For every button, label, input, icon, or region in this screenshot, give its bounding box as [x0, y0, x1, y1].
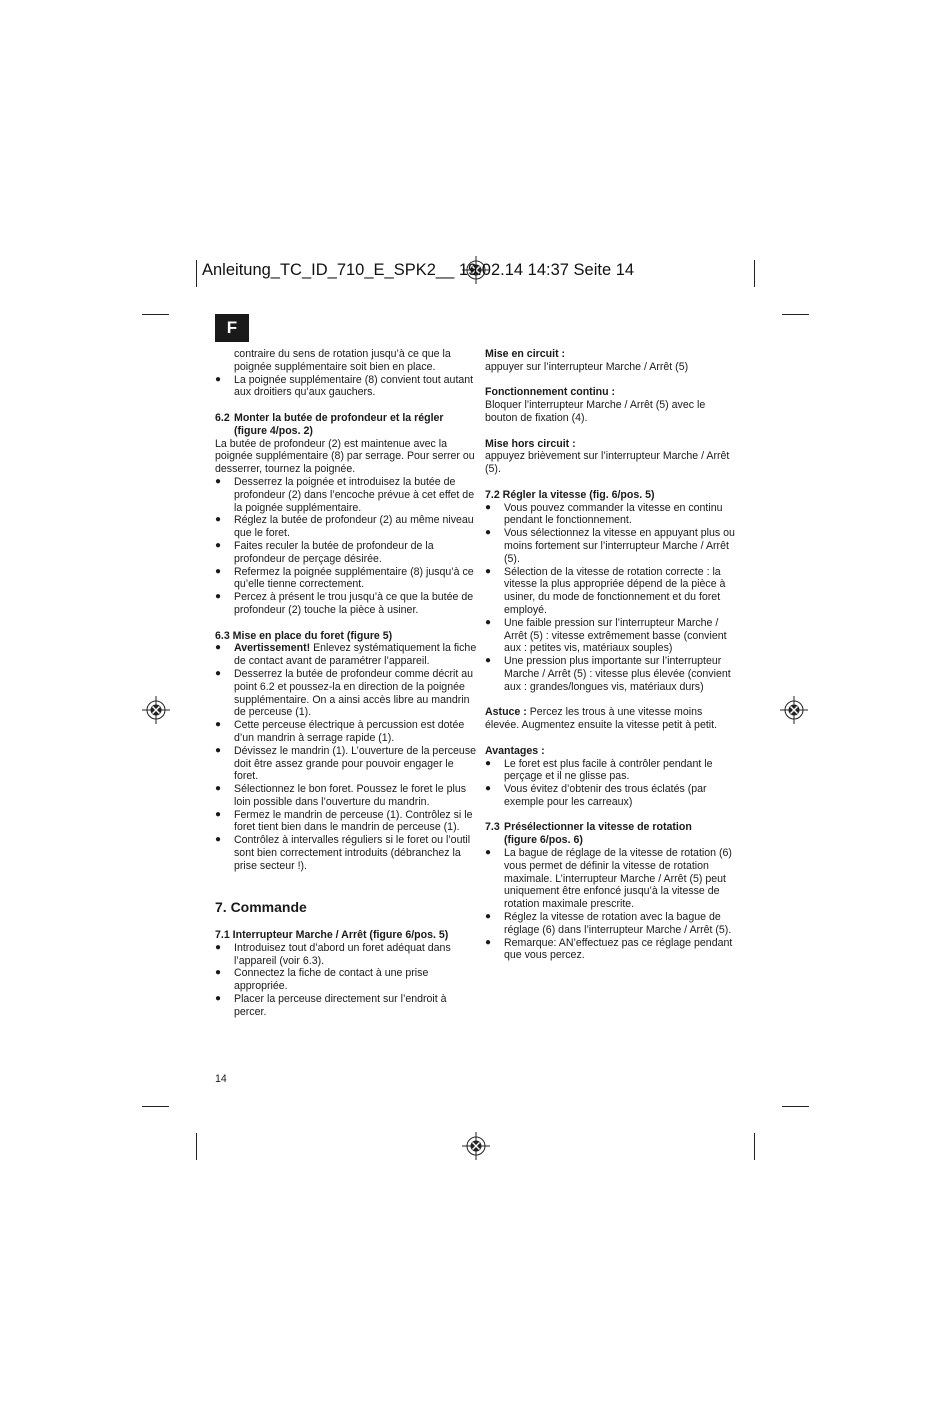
list-item: ● Une pression plus importante sur l’interrupteur Marche / Arrêt (5) : vitesse plus élevée (convient aux : grandes/longues vis, matériaux durs) [485, 655, 731, 693]
bullet-icon: ● [215, 667, 222, 679]
bullet-icon: ● [215, 783, 222, 795]
list-item: ● Vous évitez d’obtenir des trous éclatés (par exemple pour les carreaux) [485, 783, 707, 808]
list-item: ● Le foret est plus facile à contrôler pendant le perçage et il ne glisse pas. [485, 757, 713, 783]
section-6-2-bullet-list [215, 476, 477, 617]
list-item: ● Contrôlez à intervalles réguliers si le foret ou l’outil sont bien correctement introduits (débranchez la prise secteur !). [215, 834, 471, 872]
section-6-2-heading: 6.2 Monter la butée de profondeur et la régler [215, 411, 444, 424]
page-number: 14 [215, 1073, 227, 1085]
list-item: ● La bague de réglage de la vitesse de rotation (6) vous permet de définir la vitesse de rotation maximale. L’interrupteur Marche / Arrêt (5) peut uniquement être enfoncé jusqu’à la vitesse de rotation maximale prescrite. [485, 847, 732, 911]
list-item: ● Remarque: AN’effectuez pas ce réglage pendant que vous percez. [485, 936, 733, 962]
list-item: ● Dévissez le mandrin (1). L’ouverture de la perceuse doit être assez grande pour pouvoir engager le foret. [215, 744, 477, 783]
bullet-icon: ● [215, 719, 222, 731]
bullet-icon: ● [485, 783, 492, 795]
bullet-icon: ● [215, 834, 222, 846]
left-column [215, 348, 477, 1019]
crop-mark-top-left-horizontal [142, 314, 169, 315]
mise-en-circuit-heading: Mise en circuit : [485, 348, 566, 360]
mise-hors-circuit-text: appuyez brièvement sur l’interrupteur Marche / Arrêt (5). [485, 450, 730, 476]
section-7-heading: 7. Commande [215, 899, 307, 916]
bullet-icon: ● [485, 501, 492, 513]
section-7-3-heading: 7.3 Présélectionner la vitesse de rotation [485, 821, 692, 834]
list-item: ● Desserrez la poignée et introduisez la butée de profondeur (2) dans l’encoche prévue à cet effet de la poignée supplémentaire. [215, 475, 475, 514]
bullet-icon: ● [215, 591, 222, 603]
section-7-3-bullet-list [485, 847, 737, 962]
list-item: ● La poignée supplémentaire (8) convient tout autant aux droitiers qu’aux gauchers. [215, 373, 474, 399]
crop-mark-bottom-right-horizontal [782, 1106, 809, 1107]
bullet-icon: ● [215, 744, 222, 756]
list-item: ● Une faible pression sur l’interrupteur Marche / Arrêt (5) : vitesse extrêmement basse (convient aux : petites vis, matériaux souples) [485, 616, 727, 655]
list-item: ● Connectez la fiche de contact à une prise appropriée. [215, 967, 429, 993]
list-item: ● Placer la perceuse directement sur l’endroit à percer. [215, 993, 447, 1018]
bullet-icon: ● [215, 808, 222, 820]
section-6-2-heading-line-2: (figure 4/pos. 2) [234, 424, 313, 437]
astuce-paragraph: Astuce : Percez les trous à une vitesse moins élevée. Augmentez ensuite la vitesse petit à petit. [485, 706, 718, 732]
registration-mark-left-icon [142, 696, 170, 724]
bullet-icon: ● [215, 514, 222, 526]
bullet-icon: ● [215, 967, 222, 979]
bullet-icon: ● [485, 936, 492, 948]
crop-mark-top-left-vertical [196, 260, 197, 287]
section-6-2-paragraph: La butée de profondeur (2) est maintenue avec la poignée supplémentaire (8) par serrage. Pour serrer ou desserrer, tournez la poignée. [215, 437, 475, 476]
crop-mark-bottom-left-vertical [196, 1133, 197, 1160]
mise-en-circuit-text: appuyer sur l’interrupteur Marche / Arrêt (5) [485, 360, 689, 373]
list-item: ● Percez à présent le trou jusqu’à ce que la butée de profondeur (2) touche la pièce à usiner. [215, 591, 474, 616]
list-item: ● Vous pouvez commander la vitesse en continu pendant le fonctionnement. [485, 501, 723, 527]
mise-hors-circuit-heading: Mise hors circuit : [485, 437, 576, 450]
bullet-icon: ● [485, 616, 492, 628]
list-item-warning: ● Avertissement! Enlevez systématiquement la fiche de contact avant de paramétrer l’appareil. [215, 642, 477, 668]
list-item: ● Réglez la butée de profondeur (2) au même niveau que le foret. [215, 514, 474, 540]
crop-mark-bottom-right-vertical [754, 1133, 755, 1160]
list-item: ● Faites reculer la butée de profondeur de la profondeur de perçage désirée. [215, 539, 434, 565]
section-7-3-heading-line-2: (figure 6/pos. 6) [504, 834, 583, 847]
list-item: ● Desserrez la butée de profondeur comme décrit au point 6.2 et poussez-la en direction de la poignée supplémentaire. On a ainsi accès libre au mandrin de perceuse (1). [215, 667, 474, 719]
intro-continuation-line-1: contraire du sens de rotation jusqu’à ce que la [234, 348, 451, 360]
print-header-title: Anleitung_TC_ID_710_E_SPK2__ 19.02.14 14:37 Seite 14 [202, 261, 635, 279]
list-item: ● Introduisez tout d’abord un foret adéquat dans l’appareil (voir 6.3). [215, 941, 451, 967]
avantages-bullet-list [485, 758, 737, 809]
bullet-icon: ● [485, 565, 492, 577]
bullet-icon: ● [485, 527, 492, 539]
bullet-icon: ● [215, 642, 222, 654]
bullet-icon: ● [215, 539, 222, 551]
section-7-1-heading: 7.1 Interrupteur Marche / Arrêt (figure 6/pos. 5) [215, 929, 449, 942]
crop-mark-bottom-left-horizontal [142, 1106, 169, 1107]
section-6-3-bullet-list [215, 642, 477, 872]
list-item: ● Fermez le mandrin de perceuse (1). Contrôlez si le foret tient bien dans le mandrin de perceuse (1). [215, 808, 473, 834]
bullet-icon: ● [485, 757, 492, 769]
bullet-icon: ● [215, 475, 222, 487]
registration-mark-right-icon [780, 696, 808, 724]
avantages-heading: Avantages : [485, 744, 545, 757]
list-item: ● Vous sélectionnez la vitesse en appuyant plus ou moins fortement sur l’interrupteur Marche / Arrêt (5). [485, 527, 735, 565]
bullet-icon: ● [215, 373, 222, 385]
right-column [485, 348, 737, 962]
section-7-2-heading: 7.2 Régler la vitesse (fig. 6/pos. 5) [485, 488, 655, 501]
bullet-icon: ● [215, 993, 222, 1005]
list-item: ● Sélectionnez le bon foret. Poussez le foret le plus loin possible dans l’ouverture du mandrin. [215, 783, 467, 808]
fonctionnement-continu-text: Bloquer l’interrupteur Marche / Arrêt (5) avec le bouton de fixation (4). [485, 399, 706, 424]
crop-mark-top-right-vertical [754, 260, 755, 287]
section-7-2-bullet-list [485, 502, 737, 694]
bullet-icon: ● [215, 941, 222, 953]
list-item: ● Cette perceuse électrique à percussion est dotée d’un mandrin à serrage rapide (1). [215, 719, 465, 744]
list-item: ● Réglez la vitesse de rotation avec la bague de réglage (6) dans l’interrupteur Marche / Arrêt (5). [485, 911, 732, 936]
list-item: ● Refermez la poignée supplémentaire (8) jusqu’à ce qu’elle tienne correctement. [215, 565, 474, 591]
bullet-icon: ● [485, 655, 492, 667]
intro-bullet-list [215, 374, 477, 400]
registration-mark-bottom-icon [462, 1132, 490, 1160]
section-6-3-heading: 6.3 Mise en place du foret (figure 5) [215, 629, 393, 642]
fonctionnement-continu-heading: Fonctionnement continu : [485, 386, 616, 399]
bullet-icon: ● [215, 565, 222, 577]
bullet-icon: ● [485, 911, 492, 923]
list-item: ● Sélection de la vitesse de rotation correcte : la vitesse la plus appropriée dépend de la pièce à usiner, du mode de fonctionnement et du foret employé. [485, 565, 726, 616]
intro-continuation-line-2: poignée supplémentaire soit bien en place. [234, 360, 436, 373]
language-badge: F [215, 314, 249, 342]
crop-mark-top-right-horizontal [782, 314, 809, 315]
bullet-icon: ● [485, 847, 492, 859]
section-7-1-bullet-list [215, 942, 477, 1019]
